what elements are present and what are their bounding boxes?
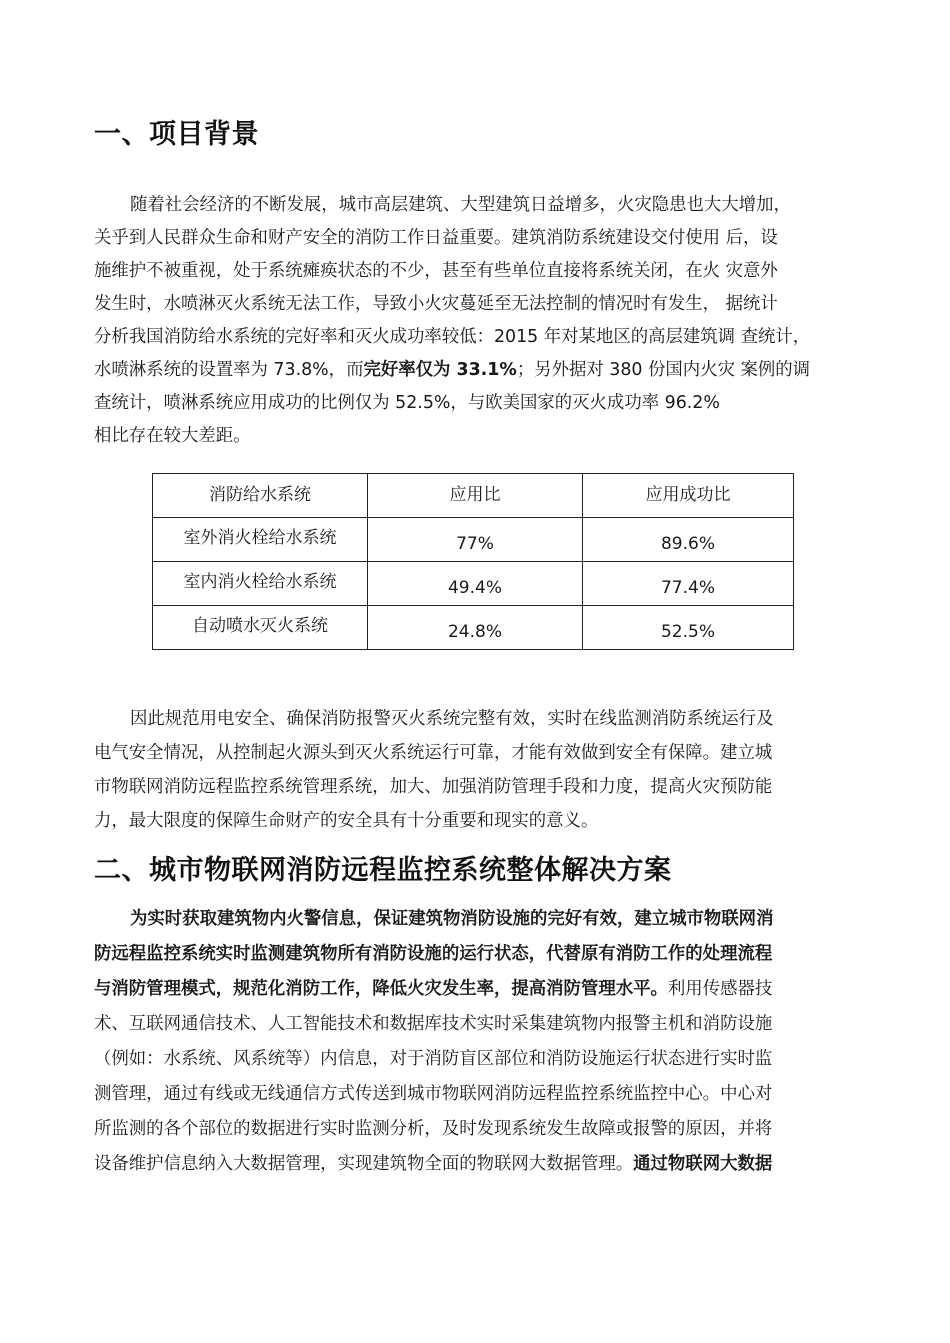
text-line xyxy=(94,1147,884,1182)
text-run: 水喷淋系统的设置率为 73.8%，而 xyxy=(94,360,364,380)
table-cell-ratio: 49.4% xyxy=(368,562,583,606)
water-system-stats-table xyxy=(152,473,794,650)
text-line: 施维护不被重视，处于系统瘫痪状态的不少，甚至有些单位直接将系统关闭，在火 灾意外 xyxy=(94,261,778,281)
text-line: 力，最大限度的保障生命财产的安全具有十分重要和现实的意义。 xyxy=(94,811,599,831)
table-cell-success: 77.4% xyxy=(583,562,794,606)
background-paragraph xyxy=(94,189,884,453)
text-line: 所监测的各个部位的数据进行实时监测分析，及时发现系统发生故障或报警的原因，并将 xyxy=(94,1119,773,1139)
text-line: 查统计，喷淋系统应用成功的比例仅为 52.5%，与欧美国家的灭火成功率 96.2% xyxy=(94,393,720,413)
table-header-row xyxy=(153,474,794,518)
table-cell-system: 室外消火栓给水系统 xyxy=(153,518,368,562)
text-line xyxy=(94,354,884,387)
text-line: 分析我国消防给水系统的完好率和灭火成功率较低：2015 年对某地区的高层建筑调 查统计， xyxy=(94,327,811,347)
text-run: 利用传感器技 xyxy=(667,979,773,999)
text-line: 市物联网消防远程监控系统管理系统，加大、加强消防管理手段和力度，提高火灾预防能 xyxy=(94,777,773,797)
text-line: 测管理，通过有线或无线通信方式传送到城市物联网消防远程监控系统监控中心。中心对 xyxy=(94,1084,773,1104)
section-heading-project-background: 一、项目背景 xyxy=(94,119,259,150)
column-header: 应用比 xyxy=(368,474,583,518)
table-row xyxy=(153,606,794,650)
text-line: 电气安全情况，从控制起火源头到灭火系统运行可靠，才能有效做到安全有保障。建立城 xyxy=(94,743,773,763)
text-line: 因此规范用电安全、确保消防报警灭火系统完整有效，实时在线监测消防系统运行及 xyxy=(130,709,774,729)
table-cell-success: 52.5% xyxy=(583,606,794,650)
section-heading-solution: 二、城市物联网消防远程监控系统整体解决方案 xyxy=(94,855,672,886)
table-row xyxy=(153,518,794,562)
text-line: 相比存在较大差距。 xyxy=(94,426,251,446)
text-line: 发生时，水喷淋灭火系统无法工作，导致小火灾蔓延至无法控制的情况时有发生， 据统计 xyxy=(94,294,778,314)
table-cell-ratio: 77% xyxy=(368,518,583,562)
text-line: 随着社会经济的不断发展，城市高层建筑、大型建筑日益增多，火灾隐患也大大增加， xyxy=(130,195,791,215)
bold-text-line: 为实时获取建筑物内火警信息，保证建筑物消防设施的完好有效，建立城市物联网消 xyxy=(130,909,774,929)
text-line: （例如：水系统、风系统等）内信息，对于消防盲区部位和消防设施运行状态进行实时监 xyxy=(94,1049,773,1069)
table-row xyxy=(153,562,794,606)
text-line: 关乎到人民群众生命和财产安全的消防工作日益重要。建筑消防系统建设交付使用 后，设 xyxy=(94,228,778,248)
table-cell-ratio: 24.8% xyxy=(368,606,583,650)
bold-text-run: 完好率仅为 33.1% xyxy=(363,360,517,380)
bold-text-line: 防远程监控系统实时监测建筑物所有消防设施的运行状态，代替原有消防工作的处理流程 xyxy=(94,944,773,964)
text-run: 设备维护信息纳入大数据管理，实现建筑物全面的物联网大数据管理。 xyxy=(94,1154,634,1174)
solution-paragraph xyxy=(94,902,884,1182)
text-line: 术、互联网通信技术、人工智能技术和数据库技术实时采集建筑物内报警主机和消防设施 xyxy=(94,1014,773,1034)
column-header: 消防给水系统 xyxy=(153,474,368,518)
column-header: 应用成功比 xyxy=(583,474,794,518)
bold-text-run: 与消防管理模式，规范化消防工作，降低火灾发生率，提高消防管理水平。 xyxy=(94,979,668,999)
bold-text-run: 通过物联网大数据 xyxy=(633,1154,773,1174)
table-cell-system: 室内消火栓给水系统 xyxy=(153,562,368,606)
table-cell-success: 89.6% xyxy=(583,518,794,562)
text-line xyxy=(94,972,884,1007)
table-cell-system: 自动喷水灭火系统 xyxy=(153,606,368,650)
significance-paragraph xyxy=(94,702,884,838)
text-run: ；另外据对 380 份国内火灾 案例的调 xyxy=(516,360,811,380)
